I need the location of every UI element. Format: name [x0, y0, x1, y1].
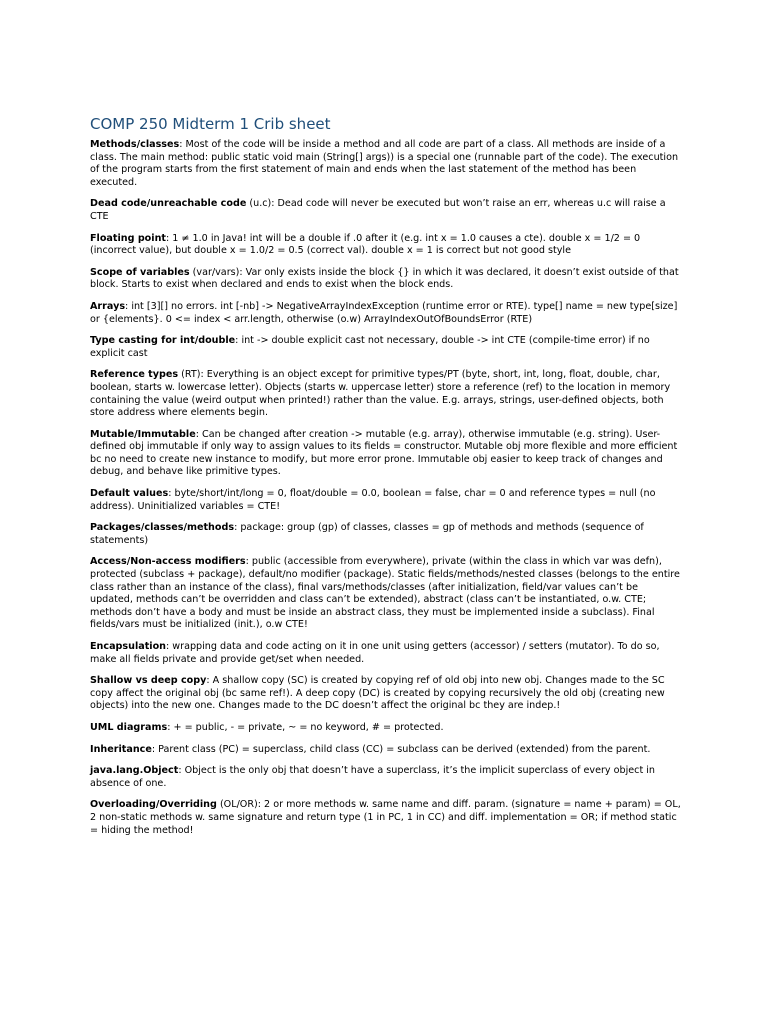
- section-paragraph: [90, 198, 682, 223]
- section-term: UML diagrams: [90, 721, 168, 733]
- section-text: : Most of the code will be inside a method and all code are part of a class. All methods are inside of a class. The main method: public static void main (String[] args)) is a special one (runnable part of the code). The execution of the program starts from the first statement of main and ends when the last statement of the method has been executed.: [90, 139, 679, 188]
- section-paragraph: [90, 488, 682, 513]
- section-term: Dead code/unreachable code: [90, 198, 247, 210]
- section-text: : Can be changed after creation -> mutable (e.g. array), otherwise immutable (e.g. string). User-defined obj immutable if only way to assign values to its fields = constructor. Mutable obj more flexible and more efficient bc no need to create new instance to modify, but more error prone. Immutable obj easier to keep track of changes and debug, and behave like primitive types.: [90, 428, 678, 478]
- section-text: (u.c): Dead code will never be executed but won’t raise an err, whereas u.c will raise a CTE: [90, 198, 666, 222]
- section-text: (var/vars): Var only exists inside the block {} in which it was declared, it doesn’t exist outside of that block. Starts to exist when declared and ends to exist when the block ends.: [90, 266, 679, 291]
- section-paragraph: [90, 233, 682, 258]
- page-title: COMP 250 Midterm 1 Crib sheet: [90, 115, 331, 133]
- section-text: : byte/short/int/long = 0, float/double = 0.0, boolean = false, char = 0 and reference types = null (no address). Uninitialized variables = CTE!: [90, 488, 656, 512]
- section-paragraph: [90, 641, 682, 666]
- section-text: : Object is the only obj that doesn’t have a superclass, it’s the implicit superclass of every object in absence of one.: [90, 765, 655, 789]
- section-paragraph: [90, 335, 682, 360]
- section-text: : 1 ≠ 1.0 in Java! int will be a double if .0 after it (e.g. int x = 1.0 causes a cte). double x = 1/2 = 0 (incorrect value), but double x = 1.0/2 = 0.5 (correct val). double x = 1 is correct but not good style: [90, 232, 641, 257]
- section-paragraph: [90, 267, 682, 292]
- section-term: Arrays: [90, 300, 126, 312]
- section-paragraph: [90, 429, 682, 479]
- section-paragraph: [90, 369, 682, 419]
- section-text: : public (accessible from everywhere), private (within the class in which var was defn), protected (subclass + package), default/no modifier (package). Static fields/methods/nested classes (belongs to the entire class rather than an instance of the class), final vars/methods/classes (after initialization, field/var values can’t be updated, methods can’t be overridden and class can’t be extended), abstract (class can’t be instantiated, o.w. CTE; methods don’t have a body and must be inside an abstract class, they must be implemented inside a subclass). Final fields/vars must be initialized (init.), o.w CTE!: [90, 556, 680, 631]
- section-term: Floating point: [90, 232, 166, 244]
- section-term: Inheritance: [90, 743, 152, 755]
- section-paragraph: [90, 799, 682, 837]
- section-text: : package: group (gp) of classes, classes = gp of methods and methods (sequence of statements): [90, 522, 644, 546]
- section-paragraph: [90, 744, 682, 757]
- section-text: : A shallow copy (SC) is created by copying ref of old obj into new obj. Changes made to the SC copy affect the original obj (bc same ref!). A deep copy (DC) is created by copying recursively the old obj (creating new objects) into the new one. Changes made to the DC doesn’t affect the original bc they are indep.!: [90, 675, 665, 712]
- section-term: Access/Non-access modifiers: [90, 556, 246, 568]
- section-term: Overloading/Overriding: [90, 799, 217, 811]
- section-term: Methods/classes: [90, 139, 180, 150]
- section-paragraph: [90, 722, 682, 735]
- section-text: : int -> double explicit cast not necessary, double -> int CTE (compile-time error) if no explicit cast: [90, 335, 650, 359]
- section-term: Mutable/Immutable: [90, 428, 196, 440]
- section-term: Type casting for int/double: [90, 335, 236, 347]
- section-text: : wrapping data and code acting on it in one unit using getters (accessor) / setters (mutator). To do so, make all fields private and provide get/set when needed.: [90, 641, 660, 665]
- section-paragraph: [90, 765, 682, 790]
- section-text: (RT): Everything is an object except for primitive types/PT (byte, short, int, long, float, double, char, boolean, starts w. lowercase letter). Objects (starts w. uppercase letter) store a reference (ref) to the location in memory containing the value (weird output when printed!) rather than the value. E.g. arrays, strings, user-defined objects, both store address where elements begin.: [90, 369, 671, 419]
- section-term: Encapsulation: [90, 641, 167, 652]
- section-term: Packages/classes/methods: [90, 522, 235, 534]
- section-text: : + = public, - = private, ~ = no keyword, # = protected.: [167, 721, 444, 733]
- section-term: Scope of variables: [90, 266, 190, 278]
- section-paragraph: [90, 301, 682, 326]
- section-term: Reference types: [90, 369, 179, 381]
- section-text: : int [3][] no errors. int [-nb] -> NegativeArrayIndexException (runtime error or RTE). type[] name = new type[size] or {elements}. 0 <= index < arr.length, otherwise (o.w) ArrayIndexOutOfBoundsError (RTE): [90, 300, 678, 325]
- crib-sheet-body: [90, 139, 682, 846]
- section-text: : Parent class (PC) = superclass, child class (CC) = subclass can be derived (extended) from the parent.: [151, 743, 651, 755]
- section-term: Shallow vs deep copy: [90, 675, 207, 687]
- section-paragraph: [90, 675, 682, 713]
- section-text: (OL/OR): 2 or more methods w. same name and diff. param. (signature = name + param) = OL, 2 non-static methods w. same signature and return type (1 in PC, 1 in CC) and diff. implementation = OR; if method static = hiding the method!: [90, 799, 681, 836]
- section-paragraph: [90, 522, 682, 547]
- section-term: Default values: [90, 488, 169, 500]
- section-term: java.lang.Object: [90, 765, 179, 777]
- section-paragraph: [90, 556, 682, 632]
- section-paragraph: [90, 139, 682, 189]
